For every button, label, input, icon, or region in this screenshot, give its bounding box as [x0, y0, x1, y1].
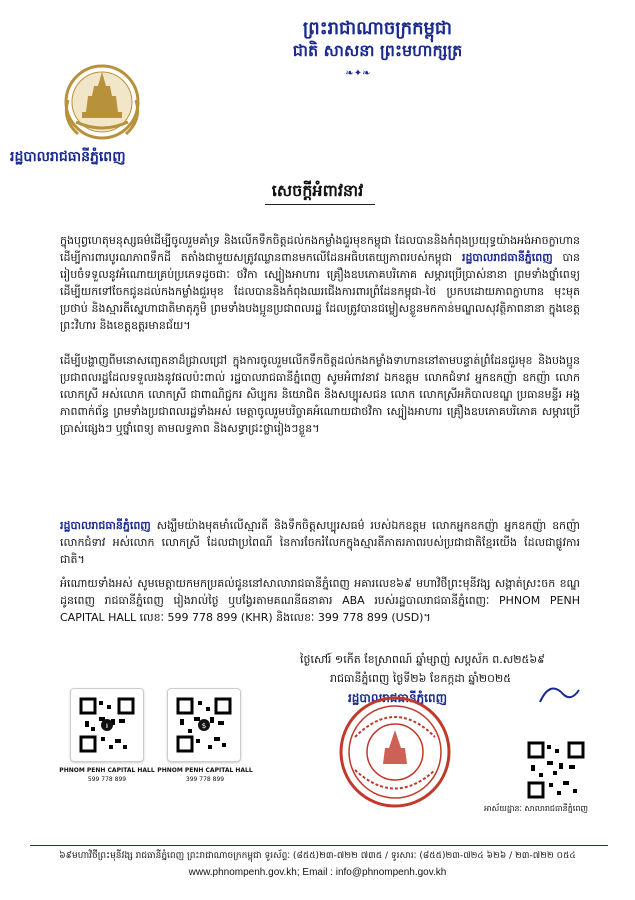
national-motto: ជាតិ សាសនា ព្រះមហាក្សត្រ — [292, 41, 463, 60]
qr-usd-name: PHNOM PENH CAPITAL HALL — [157, 767, 253, 774]
address-qr-code[interactable] — [527, 741, 585, 799]
footer-web-email[interactable]: www.phnompenh.gov.kh; Email : info@phnompenh.gov.kh — [188, 867, 447, 878]
paragraph-3-org: រដ្ឋបាលរាជធានីភ្នំពេញ — [60, 519, 151, 532]
paragraph-1 — [60, 232, 580, 334]
address-qr-caption: អាស័យដ្ឋានៈ សាលារាជធានីភ្នំពេញ — [484, 804, 589, 813]
qr-usd-icon — [168, 689, 240, 761]
kingdom-heading: ព្រះរាជាណាចក្រកម្ពុជា — [302, 18, 453, 39]
qr-usd-account: 399 778 899 — [185, 776, 225, 783]
qr-khr-name: PHNOM PENH CAPITAL HALL — [59, 767, 155, 774]
motto-ornament: ❧✦❧ — [345, 68, 371, 79]
svg-text:$: $ — [201, 722, 207, 730]
paragraph-3 — [60, 517, 580, 568]
issuing-organization: រដ្ឋបាលរាជធានីភ្នំពេញ — [10, 149, 126, 165]
paragraph-4: អំណោយទាំងអស់ សូមមេត្តាយកមកប្រគល់ជូននៅសាលារាជធានីភ្នំពេញ អគារលេខ៦៩ មហាវិថីព្រះមុនីវង្ស សង្កាត់ស្រះចក ខណ្ឌដូនពេញ រាជធានីភ្នំពេញ រៀងរាល់ថ្ងៃ ឬបង្វែរតាមគណនីធនាគារ ABA របស់រដ្ឋបាលរាជធានីភ្នំពេញៈ PHNOM PENH CAPITAL HALL លេខៈ 599 778 899 (KHR) និងលេខៈ 399 778 899 (USD)។ — [60, 577, 580, 624]
footer-divider — [30, 845, 608, 846]
paragraph-1-rest: បានរៀបចំទទួលនូវអំណោយគ្រប់ប្រភេទដូចជាៈ ថវិកា ស្បៀងអាហារ គ្រឿងឧបភោគបរិភោគ សម្ភារប្រើប្រាស់នានា ព្រមទាំងថ្នាំពេទ្យ ដើម្បីយកទៅចែកជូនដល់កងកម្លាំងជួរមុខ ដែលបាននិងកំពុងឈរជើងការពារព្រំដែនកម្ពុជា-ថៃ ប្រកបដោយភាពក្លាហាន មុះមុត ប្រថាប់ និងស្មារតីស្នេហាជាតិមាតុភូមិ ព្រមទាំងបងប្អូនប្រជាពលរដ្ឋ ដែលត្រូវបានជម្លៀសខ្លួនមកកាន់មណ្ឌលសុវត្ថិភាពនានា ក្នុងខេត្តព្រះវិហារ និងខេត្តឧត្តរមានជ័យ។ — [60, 251, 581, 332]
signature-mark — [445, 672, 605, 712]
paragraph-1-lead: ក្នុងបុព្វហេតុមនុស្សធម៌ដើម្បីចូលរួមគាំទ្រ និងលើកទឹកចិត្តដល់កងកម្លាំងជួរមុខកម្ពុជា ដែលបាននិងកំពុងប្រយុទ្ធយ៉ាងអង់អាចក្លាហាន ដើម្បីការពារបូរណភាពទឹកដី តតាំងជាមួយសត្រូវឈ្លានពានមកលើដែនអធិបតេយ្យភាពរបស់កម្ពុជា — [60, 234, 580, 264]
lunar-date: ថ្ងៃសៅរ៍ ១កើត ខែស្រាពណ៍ ឆ្នាំម្សាញ់ សប្តស័ក ព.ស២៥៦៩ — [300, 653, 545, 666]
qr-code-khr[interactable] — [70, 688, 144, 762]
qr-khr-account: 599 778 899 — [87, 776, 127, 783]
qr-khr-icon — [71, 689, 143, 761]
signing-organization: រដ្ឋបាលរាជធានីភ្នំពេញ — [348, 691, 448, 705]
title-underline — [265, 204, 375, 205]
phnom-penh-emblem-logo — [58, 60, 146, 144]
official-seal — [335, 692, 455, 812]
paragraph-3-rest: សង្ឃឹមយ៉ាងមុតមាំលើស្មារតី និងទឹកចិត្តសប្បុរសធម៌ របស់ឯកឧត្តម លោកអ្នកឧកញ៉ា អ្នកឧកញ៉ា ឧកញ៉ា លោកជំទាវ អស់លោក លោកស្រី ដែលជាប្រពៃណី នៃការចែករំលែកក្នុងស្មារតីភាតរភាពរបស់ប្រជាជាតិខ្មែរយើង ដែលជាផ្លូវការជាតិ។ — [60, 519, 580, 566]
paragraph-2: ដើម្បីបង្ហាញពីមនោសញ្ចេតនាដ៏ជ្រាលជ្រៅ ក្នុងការចូលរួមលើកទឹកចិត្តដល់កងកម្លាំងទាហាននៅតាមបន្ទាត់ព្រំដែនជួរមុខ និងបងប្អូនប្រជាពលរដ្ឋដែលទទួលរងនូវផលប៉ះពាល់ រដ្ឋបាលរាជធានីភ្នំពេញ សូមអំពាវនាវ ឯកឧត្តម លោកជំទាវ អ្នកឧកញ៉ា ឧកញ៉ា លោក លោកស្រី អស់លោក លោកស្រី ជាពាណិជ្ជករ សិប្បករ និយោជិត និងសប្បុរសជន លោក លោកស្រីអភិបាលខណ្ឌ ប្រធានមន្ទីរ អង្គភាពពាក់ព័ន្ធ ព្រមទាំងប្រជាពលរដ្ឋទាំងអស់ មេត្តាចូលរួមបរិច្ចាគអំណោយជាថវិកា ស្បៀងអាហារ គ្រឿងឧបភោគបរិភោគ សម្ភារប្រើប្រាស់ផ្សេងៗ ឬថ្នាំពេទ្យ តាមលទ្ធភាព និងសទ្ធាជ្រះថ្លារៀងៗខ្លួន។ — [60, 354, 580, 435]
qr-code-usd[interactable] — [167, 688, 241, 762]
paragraph-1-org: រដ្ឋបាលរាជធានីភ្នំពេញ — [461, 251, 553, 264]
footer-contact: ៦៩មហាវិថីព្រះមុនីវង្ស រាជធានីភ្នំពេញ ព្រះរាជាណាចក្រកម្ពុជា ទូរស័ព្ទៈ (៨៥៥)២៣-៧២២ ៧៣៥ / ទូរសារៈ (៨៥៥)២៣-៧២៤ ៦២៦ / ២៣-៧២២ ០៥៤ — [59, 851, 576, 861]
svg-text:៛: ៛ — [105, 722, 109, 730]
document-title: សេចក្តីអំពាវនាវ — [271, 181, 364, 200]
solar-date: រាជធានីភ្នំពេញ ថ្ងៃទី២៦ ខែកក្កដា ឆ្នាំ២០២៥ — [330, 672, 512, 685]
